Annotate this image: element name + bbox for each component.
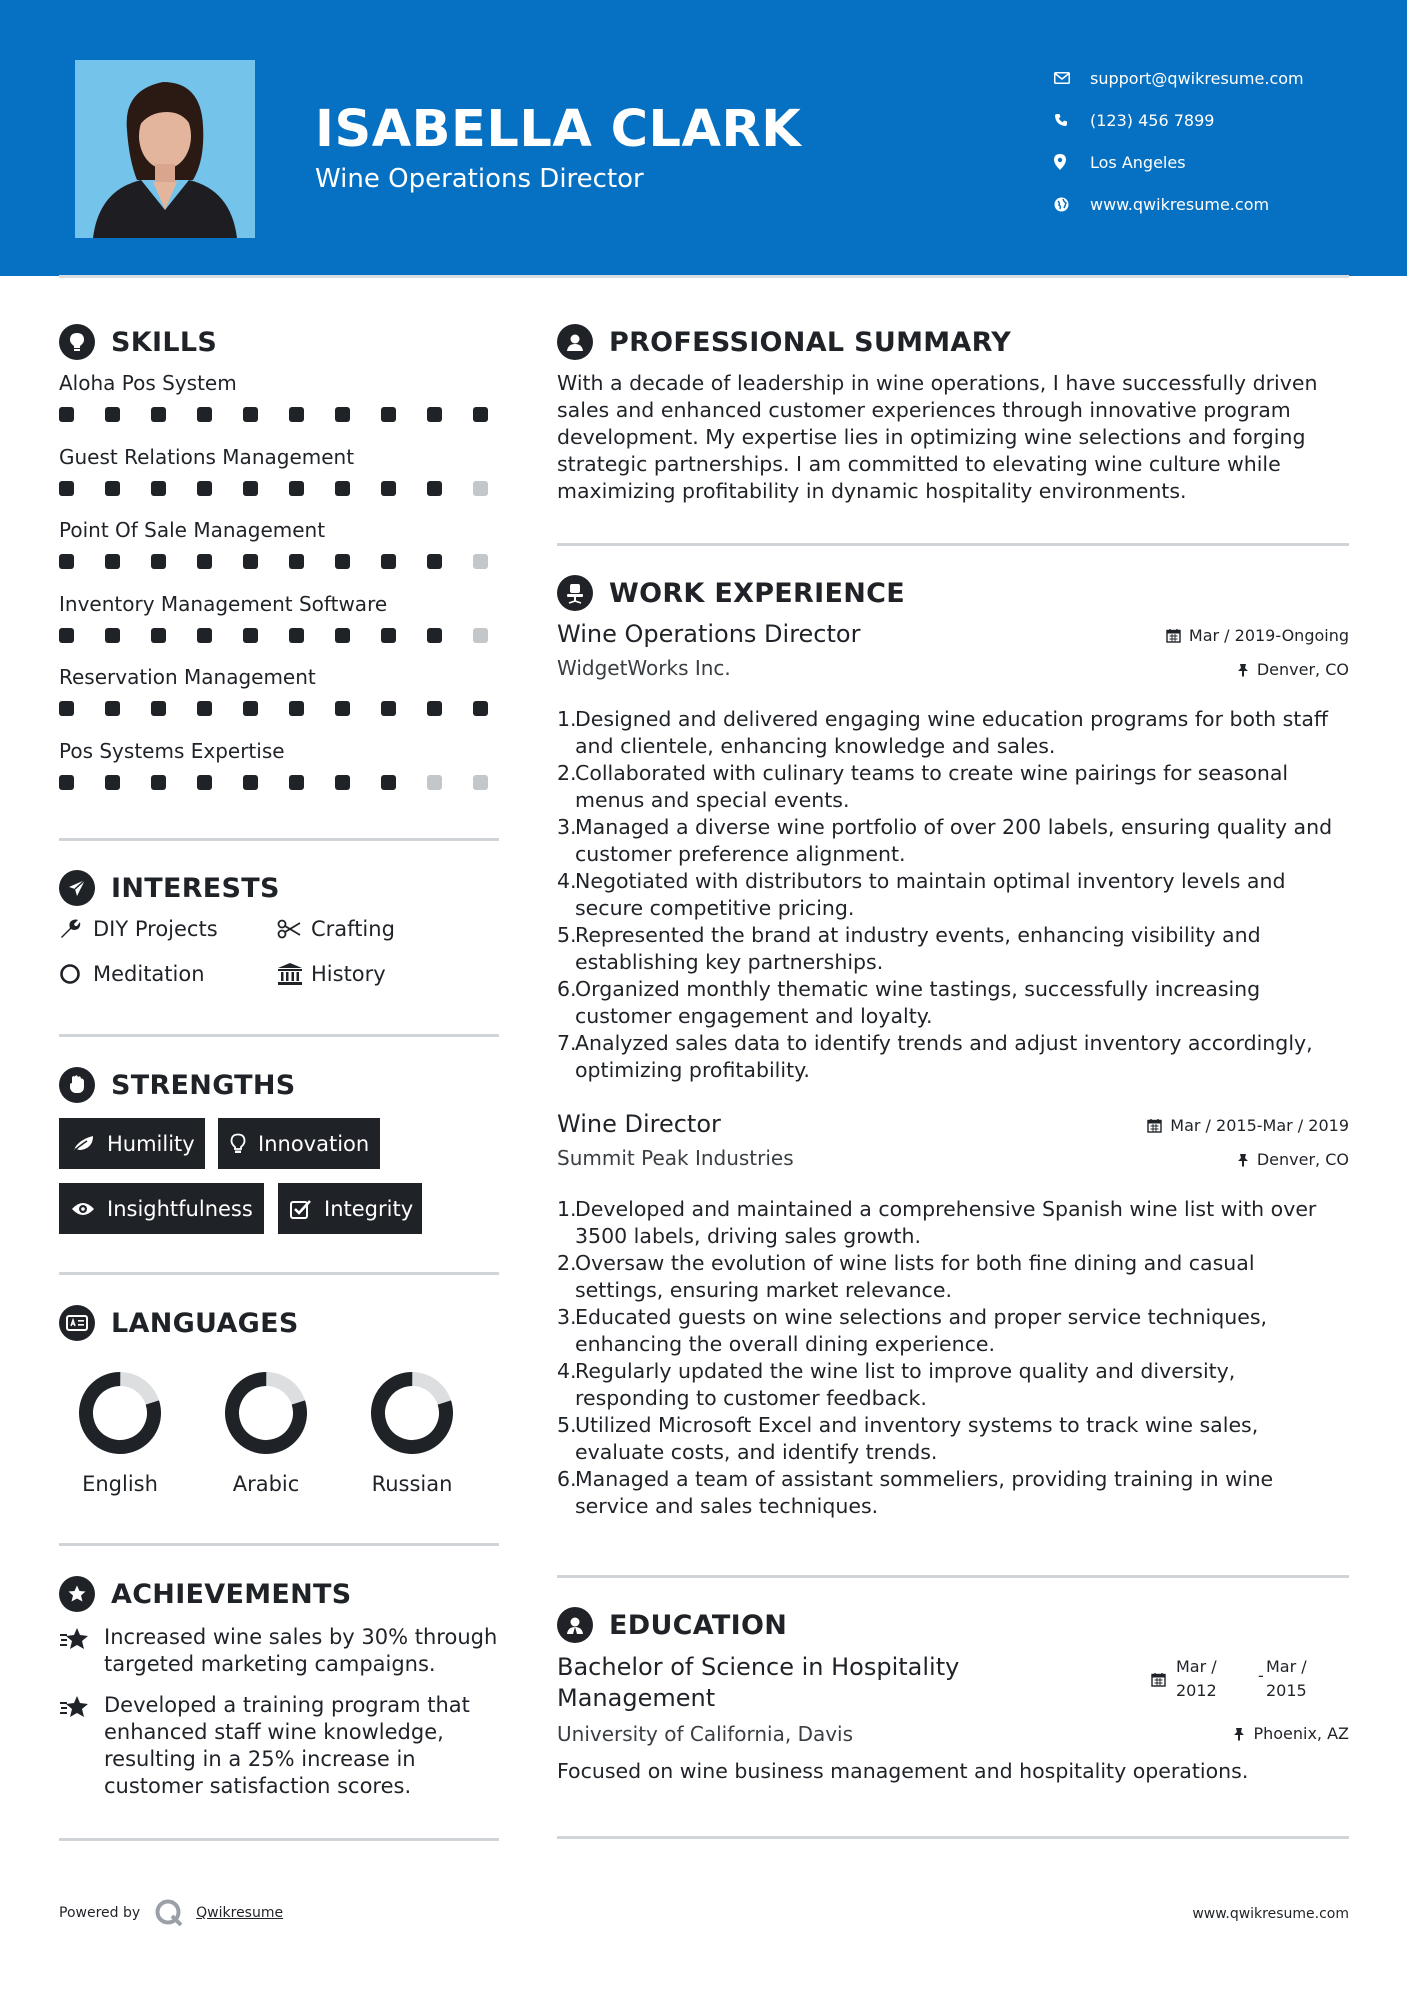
contact-phone-text: (123) 456 7899 bbox=[1090, 110, 1215, 130]
mail-icon bbox=[1054, 72, 1090, 84]
rating-dot-filled bbox=[381, 407, 396, 422]
job-bullet: 3. Managed a diverse wine portfolio of over 200 labels, ensuring quality and customer preference alignment. bbox=[557, 815, 1333, 866]
rating-dot-filled bbox=[197, 701, 212, 716]
skill-name: Inventory Management Software bbox=[59, 591, 388, 616]
interest-item: Meditation bbox=[59, 962, 205, 986]
job-bullet: 6. Managed a team of assistant sommeliers, providing training in wine service and sales techniques. bbox=[557, 1467, 1274, 1518]
rating-dot-filled bbox=[151, 628, 166, 643]
summary-text: With a decade of leadership in wine operations, I have successfully driven sales and enhanced customer experiences through innovative program development. My expertise lies in optimizing wine selections and forging strategic partnerships. I am committed to elevating wine culture while maximizing profitability in dynamic hospitality environments. bbox=[557, 371, 1318, 503]
rating-dot-empty bbox=[427, 775, 442, 790]
section-divider bbox=[59, 1838, 499, 1841]
education-heading: EDUCATION bbox=[557, 1607, 787, 1643]
leaf-icon bbox=[71, 1134, 95, 1154]
date-separator: - bbox=[1258, 1666, 1264, 1685]
rating-dot-filled bbox=[151, 407, 166, 422]
phone-icon bbox=[1054, 113, 1090, 127]
qwikresume-link[interactable]: Qwikresume bbox=[196, 1905, 284, 1921]
rating-dot-filled bbox=[59, 701, 74, 716]
map-pin-icon bbox=[1054, 154, 1090, 170]
skill-name: Aloha Pos System bbox=[59, 371, 237, 395]
checkbox-icon bbox=[290, 1199, 312, 1219]
contact-email[interactable] bbox=[1054, 57, 1384, 99]
education-start-date: Mar / 2012 bbox=[1176, 1657, 1217, 1700]
job-date: Mar / 2019-Ongoing bbox=[1166, 626, 1349, 645]
rating-dot-filled bbox=[151, 701, 166, 716]
calendar-icon bbox=[1166, 628, 1181, 643]
strength-tag: Innovation bbox=[218, 1118, 380, 1169]
skill-name: Point Of Sale Management bbox=[59, 518, 326, 542]
experience-heading: WORK EXPERIENCE bbox=[557, 575, 905, 611]
job-bullet: 2. Collaborated with culinary teams to create wine pairings for seasonal menus and special events. bbox=[557, 761, 1289, 812]
job-bullet: 5. Represented the brand at industry events, enhancing visibility and establishing key partnerships. bbox=[557, 923, 1261, 974]
calendar-icon bbox=[1147, 1118, 1162, 1133]
section-divider bbox=[59, 1034, 499, 1037]
rating-dot-filled bbox=[59, 481, 74, 496]
achievement-item bbox=[59, 1692, 499, 1800]
education-end-date: Mar / 2015 bbox=[1266, 1657, 1307, 1700]
pin-icon bbox=[1237, 1153, 1249, 1167]
globe-icon bbox=[1054, 197, 1090, 212]
languages-heading: LANGUAGES bbox=[59, 1305, 299, 1341]
rating-dot-filled bbox=[105, 628, 120, 643]
rating-dot-filled bbox=[105, 554, 120, 569]
contact-website[interactable] bbox=[1054, 183, 1384, 225]
job-bullet: 7. Analyzed sales data to identify trends and adjust inventory accordingly, optimizing profitability. bbox=[557, 1031, 1313, 1082]
achievement-text: Increased wine sales by 30% through targeted marketing campaigns. bbox=[104, 1625, 498, 1676]
rating-dot-filled bbox=[335, 775, 350, 790]
skill-rating bbox=[59, 701, 499, 716]
rating-dot-filled bbox=[105, 481, 120, 496]
qwikresume-logo-icon bbox=[154, 1898, 184, 1928]
degree-title: Bachelor of Science in Hospitality Management bbox=[557, 1653, 960, 1712]
skill-item bbox=[59, 592, 499, 643]
star-icon bbox=[59, 1692, 104, 1800]
skills-heading: SKILLS bbox=[59, 324, 217, 360]
rating-dot-filled bbox=[289, 701, 304, 716]
achievement-item bbox=[59, 1624, 499, 1678]
skill-rating bbox=[59, 481, 499, 496]
skill-rating bbox=[59, 554, 499, 569]
job-date: Mar / 2015-Mar / 2019 bbox=[1147, 1116, 1349, 1135]
school-name: University of California, Davis bbox=[557, 1722, 854, 1746]
contact-location-text: Los Angeles bbox=[1090, 152, 1186, 172]
section-divider bbox=[557, 1836, 1349, 1839]
section-divider bbox=[557, 543, 1349, 546]
job-bullet: 4. Regularly updated the wine list to improve quality and diversity, responding to customer feedback. bbox=[557, 1359, 1236, 1410]
achievement-text: Developed a training program that enhanced staff wine knowledge, resulting in a 25% increase in customer satisfaction scores. bbox=[104, 1693, 470, 1798]
rating-dot-empty bbox=[473, 481, 488, 496]
job-location: Denver, CO bbox=[1237, 660, 1349, 679]
skill-rating bbox=[59, 407, 499, 422]
candidate-title: Wine Operations Director bbox=[315, 164, 644, 194]
rating-dot-filled bbox=[381, 554, 396, 569]
skill-item bbox=[59, 445, 499, 496]
rating-dot-filled bbox=[381, 775, 396, 790]
fist-icon bbox=[59, 1067, 95, 1103]
skill-item bbox=[59, 739, 499, 790]
rating-dot-filled bbox=[243, 628, 258, 643]
header-divider bbox=[59, 275, 1349, 278]
scissors-icon bbox=[277, 919, 311, 939]
office-chair-icon bbox=[557, 575, 593, 611]
rating-dot-filled bbox=[59, 554, 74, 569]
summary-heading: PROFESSIONAL SUMMARY bbox=[557, 324, 1011, 360]
rating-dot-filled bbox=[105, 701, 120, 716]
job-company: WidgetWorks Inc. bbox=[557, 656, 731, 680]
rating-dot-filled bbox=[243, 407, 258, 422]
job-bullet: 6. Organized monthly thematic wine tastings, successfully increasing customer engagement and loyalty. bbox=[557, 977, 1261, 1028]
skill-item bbox=[59, 371, 499, 422]
job-bullet: 2. Oversaw the evolution of wine lists for both fine dining and casual settings, ensuring market relevance. bbox=[557, 1251, 1255, 1302]
interest-item: History bbox=[277, 962, 386, 986]
rating-dot-filled bbox=[427, 701, 442, 716]
rating-dot-filled bbox=[243, 481, 258, 496]
star-badge-icon bbox=[59, 1576, 95, 1612]
rating-dot-filled bbox=[335, 407, 350, 422]
rating-dot-filled bbox=[335, 701, 350, 716]
rating-dot-filled bbox=[289, 481, 304, 496]
rating-dot-empty bbox=[473, 628, 488, 643]
pin-icon bbox=[1237, 663, 1249, 677]
skill-item bbox=[59, 665, 499, 716]
paper-plane-icon bbox=[59, 870, 95, 906]
rating-dot-filled bbox=[197, 628, 212, 643]
language-label: Arabic bbox=[232, 1472, 300, 1496]
rating-dot-filled bbox=[151, 481, 166, 496]
contact-website-text: www.qwikresume.com bbox=[1090, 194, 1270, 214]
footer-branding bbox=[59, 1898, 283, 1928]
contact-location bbox=[1054, 141, 1384, 183]
rating-dot-filled bbox=[335, 481, 350, 496]
rating-dot-filled bbox=[289, 554, 304, 569]
lightbulb-icon bbox=[230, 1133, 246, 1155]
rating-dot-filled bbox=[427, 407, 442, 422]
section-divider bbox=[59, 838, 499, 841]
skill-rating bbox=[59, 775, 499, 790]
rating-dot-filled bbox=[427, 628, 442, 643]
skill-rating bbox=[59, 628, 499, 643]
powered-by-text: Powered by bbox=[59, 1905, 141, 1921]
language-item bbox=[60, 1368, 180, 1496]
wrench-icon bbox=[59, 918, 93, 940]
rating-dot-filled bbox=[289, 407, 304, 422]
contact-email-text: support@qwikresume.com bbox=[1090, 68, 1304, 88]
section-divider bbox=[59, 1543, 499, 1546]
job-bullet: 5. Utilized Microsoft Excel and inventory systems to track wine sales, evaluate costs, and identify trends. bbox=[557, 1413, 1259, 1464]
section-divider bbox=[557, 1575, 1349, 1578]
rating-dot-filled bbox=[151, 775, 166, 790]
rating-dot-filled bbox=[197, 407, 212, 422]
rating-dot-empty bbox=[473, 554, 488, 569]
rating-dot-filled bbox=[289, 775, 304, 790]
job-bullets bbox=[557, 1196, 1349, 1520]
rating-dot-filled bbox=[105, 775, 120, 790]
rating-dot-filled bbox=[427, 554, 442, 569]
strength-tag: Insightfulness bbox=[59, 1183, 264, 1234]
rating-dot-filled bbox=[473, 407, 488, 422]
job-bullets bbox=[557, 706, 1349, 1084]
skill-item bbox=[59, 518, 499, 569]
lightbulb-icon bbox=[59, 324, 95, 360]
rating-dot-filled bbox=[243, 554, 258, 569]
candidate-name: ISABELLA CLARK bbox=[315, 100, 802, 159]
job-bullet: 1. Developed and maintained a comprehensive Spanish wine list with over 3500 labels, driving sales growth. bbox=[557, 1197, 1317, 1248]
job-title: Wine Director bbox=[557, 1110, 721, 1138]
user-icon bbox=[557, 324, 593, 360]
language-label: English bbox=[82, 1472, 158, 1496]
calendar-icon bbox=[1151, 1672, 1166, 1687]
rating-dot-filled bbox=[289, 628, 304, 643]
job-bullet: 3. Educated guests on wine selections and proper service techniques, enhancing the overall dining experience. bbox=[557, 1305, 1268, 1356]
pin-icon bbox=[1233, 1727, 1245, 1741]
rating-dot-filled bbox=[197, 775, 212, 790]
skill-name: Pos Systems Expertise bbox=[59, 738, 285, 763]
language-proficiency-ring bbox=[367, 1368, 457, 1458]
section-divider bbox=[59, 1272, 499, 1275]
skill-name: Guest Relations Management bbox=[59, 444, 355, 469]
strength-tag: Integrity bbox=[278, 1183, 422, 1234]
skill-name: Reservation Management bbox=[59, 665, 316, 689]
rating-dot-filled bbox=[151, 554, 166, 569]
resume-header bbox=[0, 0, 1407, 276]
rating-dot-filled bbox=[381, 701, 396, 716]
education-location: Phoenix, AZ bbox=[1233, 1724, 1349, 1743]
strengths-heading: STRENGTHS bbox=[59, 1067, 296, 1103]
contact-list bbox=[1054, 57, 1384, 225]
footer-website-link[interactable]: www.qwikresume.com bbox=[1192, 1906, 1349, 1922]
rating-dot-empty bbox=[473, 775, 488, 790]
rating-dot-filled bbox=[197, 481, 212, 496]
achievements-heading: ACHIEVEMENTS bbox=[59, 1576, 352, 1612]
rating-dot-filled bbox=[427, 481, 442, 496]
rating-dot-filled bbox=[335, 554, 350, 569]
interests-heading: INTERESTS bbox=[59, 870, 280, 906]
job-entry bbox=[557, 620, 1349, 1084]
circle-icon bbox=[59, 963, 93, 985]
language-proficiency-ring bbox=[75, 1368, 165, 1458]
rating-dot-filled bbox=[59, 628, 74, 643]
id-card-icon bbox=[59, 1305, 95, 1341]
language-item bbox=[352, 1368, 472, 1496]
job-title: Wine Operations Director bbox=[557, 620, 861, 648]
rating-dot-filled bbox=[381, 481, 396, 496]
job-bullet: 1. Designed and delivered engaging wine education programs for both staff and clientele, enhancing knowledge and sales. bbox=[557, 707, 1329, 758]
interest-item: DIY Projects bbox=[59, 917, 218, 941]
job-entry bbox=[557, 1110, 1349, 1520]
rating-dot-filled bbox=[105, 407, 120, 422]
job-location: Denver, CO bbox=[1237, 1150, 1349, 1169]
rating-dot-filled bbox=[335, 628, 350, 643]
rating-dot-filled bbox=[59, 407, 74, 422]
job-bullet: 4. Negotiated with distributors to maintain optimal inventory levels and secure competitive pricing. bbox=[557, 869, 1286, 920]
rating-dot-filled bbox=[243, 775, 258, 790]
language-proficiency-ring bbox=[221, 1368, 311, 1458]
strength-tag: Humility bbox=[59, 1118, 205, 1169]
eye-icon bbox=[71, 1201, 95, 1217]
star-icon bbox=[59, 1624, 104, 1678]
museum-icon bbox=[277, 962, 311, 986]
profile-photo bbox=[75, 60, 255, 238]
contact-phone[interactable] bbox=[1054, 99, 1384, 141]
graduate-icon bbox=[557, 1607, 593, 1643]
rating-dot-filled bbox=[243, 701, 258, 716]
job-company: Summit Peak Industries bbox=[557, 1146, 794, 1170]
language-item bbox=[206, 1368, 326, 1496]
rating-dot-filled bbox=[473, 701, 488, 716]
rating-dot-filled bbox=[197, 554, 212, 569]
interest-item: Crafting bbox=[277, 917, 395, 941]
rating-dot-filled bbox=[381, 628, 396, 643]
rating-dot-filled bbox=[59, 775, 74, 790]
education-description: Focused on wine business management and hospitality operations. bbox=[557, 1759, 1249, 1783]
language-label: Russian bbox=[371, 1472, 453, 1496]
